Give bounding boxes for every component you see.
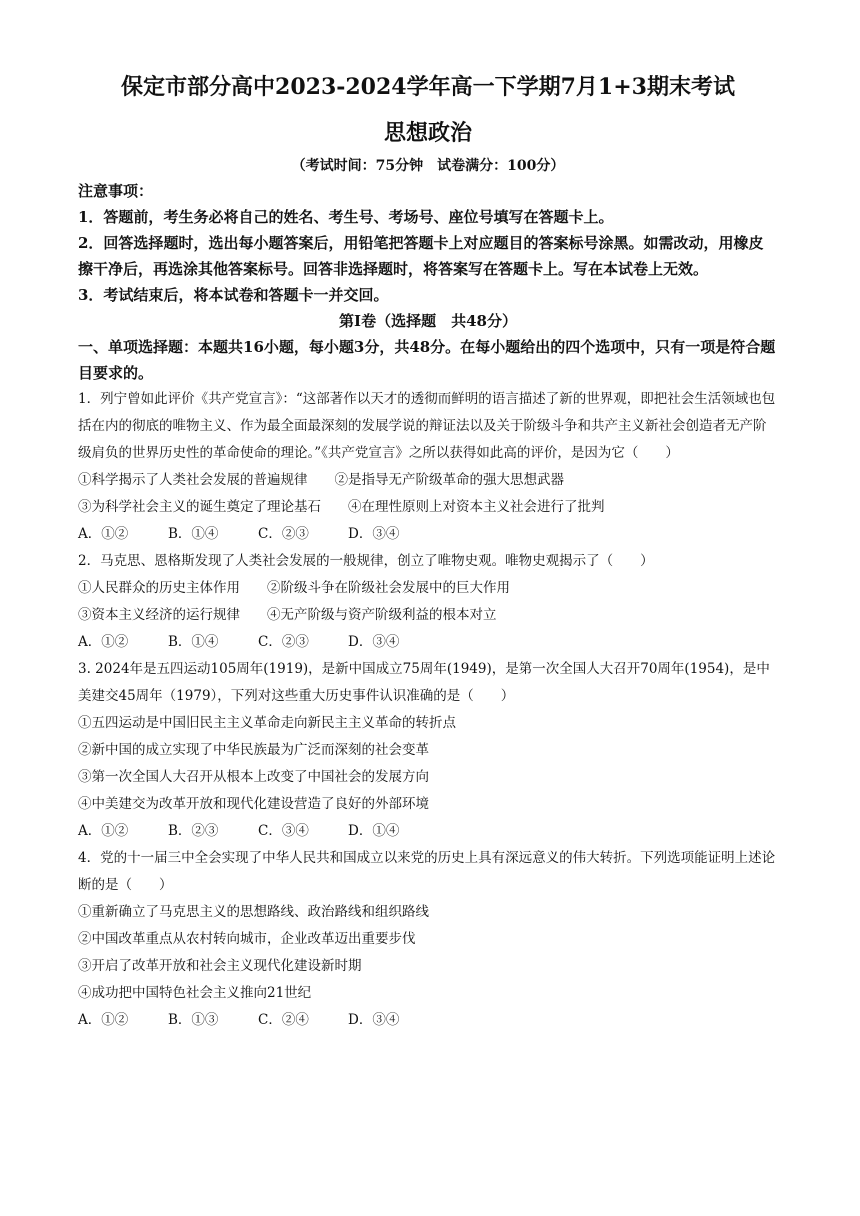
option-c: C．②③: [258, 634, 309, 650]
option-b: B．①④: [168, 634, 219, 650]
question-1: [78, 386, 778, 548]
statement-line: ①科学揭示了人类社会发展的普遍规律 ②是指导无产阶级革命的强大思想武器: [78, 472, 564, 488]
answer-options: [78, 629, 778, 656]
question-stem: 4．党的十一届三中全会实现了中华人民共和国成立以来党的历史上具有深远意义的伟大转折。下列选项能证明上述论断的是（ ）: [78, 850, 776, 893]
section-title: 一、单项选择题：本题共16小题，每小题3分，共48分。在每小题给出的四个选项中，只有一项是符合题目要求的。: [78, 338, 776, 382]
part-title: 第Ⅰ卷（选择题 共48分）: [339, 312, 517, 330]
question-4: [78, 845, 778, 1034]
statement-line: ②新中国的成立实现了中华民族最为广泛而深刻的社会变革: [78, 742, 429, 758]
option-d: D．③④: [348, 1012, 400, 1028]
question-stem: 3. 2024年是五四运动105周年(1919)，是新中国成立75周年(1949)，是第一次全国人大召开70周年(1954)，是中美建交45周年（1979），下列对这些重大历史事件认识准确的是（ ）: [78, 661, 770, 704]
statement-line: ②中国改革重点从农村转向城市，企业改革迈出重要步伐: [78, 931, 416, 947]
option-c: C．②④: [258, 1012, 309, 1028]
statement-line: ①五四运动是中国旧民主主义革命走向新民主主义革命的转折点: [78, 715, 456, 731]
notice-item: 1．答题前，考生务必将自己的姓名、考生号、考场号、座位号填写在答题卡上。: [78, 208, 614, 226]
statement-line: ③第一次全国人大召开从根本上改变了中国社会的发展方向: [78, 769, 429, 785]
answer-options: [78, 521, 778, 548]
exam-title: 保定市部分高中2023-2024学年高一下学期7月1+3期末考试: [121, 74, 735, 100]
statement-line: ③开启了改革开放和社会主义现代化建设新时期: [78, 958, 362, 974]
option-d: D．①④: [348, 823, 400, 839]
option-d: D．③④: [348, 634, 400, 650]
option-b: B．①③: [168, 1012, 219, 1028]
option-b: B．①④: [168, 526, 219, 542]
statement-line: ④中美建交为改革开放和现代化建设营造了良好的外部环境: [78, 796, 429, 812]
statement-line: ④成功把中国特色社会主义推向21世纪: [78, 985, 312, 1001]
question-stem: 2．马克思、恩格斯发现了人类社会发展的一般规律，创立了唯物史观。唯物史观揭示了（ ）: [78, 553, 654, 569]
question-3: [78, 656, 778, 845]
option-d: D．③④: [348, 526, 400, 542]
exam-info: （考试时间：75分钟 试卷满分：100分）: [291, 158, 565, 174]
notice-item: 2．回答选择题时，选出每小题答案后，用铅笔把答题卡上对应题目的答案标号涂黑。如需改动，用橡皮擦干净后，再选涂其他答案标号。回答非选择题时，将答案写在答题卡上。写在本试卷上无效。: [78, 234, 764, 278]
option-a: A．①②: [78, 1012, 129, 1028]
answer-options: [78, 818, 778, 845]
option-b: B．②③: [168, 823, 219, 839]
statement-line: ①人民群众的历史主体作用 ②阶级斗争在阶级社会发展中的巨大作用: [78, 580, 510, 596]
notice-heading: 注意事项：: [78, 182, 154, 200]
option-a: A．①②: [78, 823, 129, 839]
statement-line: ③资本主义经济的运行规律 ④无产阶级与资产阶级利益的根本对立: [78, 607, 497, 623]
option-a: A．①②: [78, 526, 129, 542]
option-a: A．①②: [78, 634, 129, 650]
question-2: [78, 548, 778, 656]
notice-item: 3．考试结束后，将本试卷和答题卡一并交回。: [78, 286, 389, 304]
answer-options: [78, 1007, 778, 1034]
option-c: C．②③: [258, 526, 309, 542]
question-stem: 1．列宁曾如此评价《共产党宣言》：“这部著作以天才的透彻而鲜明的语言描述了新的世界观，即把社会生活领域也包括在内的彻底的唯物主义、作为最全面最深刻的发展学说的辩证法以及关于阶级斗争和共产主义新社会创造者无产阶级肩负的世界历史性的革命使命的理论。”《共产党宣言》之所以获得如此高的评价，是因为它（ ）: [78, 391, 776, 461]
subject-title: 思想政治: [383, 120, 472, 146]
exam-page: [78, 72, 778, 1034]
statement-line: ①重新确立了马克思主义的思想路线、政治路线和组织路线: [78, 904, 429, 920]
statement-line: ③为科学社会主义的诞生奠定了理论基石 ④在理性原则上对资本主义社会进行了批判: [78, 499, 605, 515]
option-c: C．③④: [258, 823, 309, 839]
